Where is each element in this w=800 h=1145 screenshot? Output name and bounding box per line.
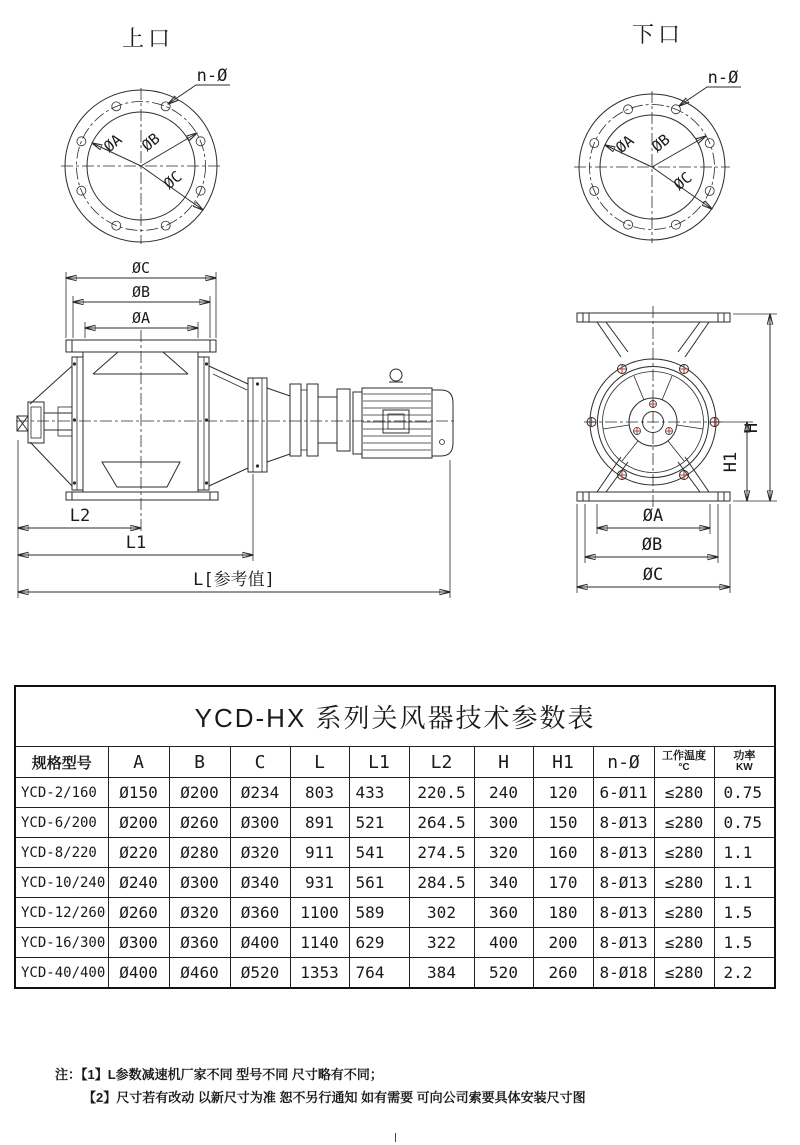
dim-label-c: ØC — [131, 259, 151, 277]
dim-label-c: ØC — [670, 168, 696, 194]
table-cell: 360 — [474, 898, 533, 928]
dim-label-h1: H1 — [721, 451, 741, 473]
table-cell: Ø240 — [108, 868, 169, 898]
col-header-model: 规格型号 — [15, 747, 108, 778]
note-1: 注：【1】L参数减速机厂家不同 型号不同 尺寸略有不同； — [55, 1067, 383, 1082]
col-header-h: H — [474, 747, 533, 778]
dim-label-a: ØA — [642, 506, 664, 526]
table-cell: 120 — [533, 778, 593, 808]
table-cell: 931 — [290, 868, 349, 898]
table-cell: 1100 — [290, 898, 349, 928]
col-header-l: L — [290, 747, 349, 778]
table-cell: 891 — [290, 808, 349, 838]
table-cell: 2.2 — [714, 958, 775, 989]
col-header-power — [714, 747, 775, 778]
col-header-h1: H1 — [533, 747, 593, 778]
table-cell: 260 — [533, 958, 593, 989]
table-cell: Ø200 — [108, 808, 169, 838]
table-row — [15, 778, 775, 808]
table-row — [15, 808, 775, 838]
table-cell: 220.5 — [409, 778, 474, 808]
table-cell-model: YCD-6/200 — [15, 808, 108, 838]
table-cell: 8-Ø13 — [593, 898, 654, 928]
table-cell: 1.5 — [714, 898, 775, 928]
note-2: 【2】尺寸若有改动 以新尺寸为准 恕不另行通知 如有需要 可向公司索要具体安装尺寸图 — [83, 1089, 586, 1105]
table-cell: 180 — [533, 898, 593, 928]
table-cell: ≤280 — [654, 898, 714, 928]
table-cell: Ø320 — [169, 898, 230, 928]
table-row — [15, 898, 775, 928]
table-cell: Ø340 — [230, 868, 290, 898]
dim-label-l: L[参考值] — [193, 570, 275, 590]
dim-label-b: ØB — [648, 130, 674, 156]
table-cell: 400 — [474, 928, 533, 958]
col-header-temp — [654, 747, 714, 778]
table-cell: 1353 — [290, 958, 349, 989]
table-cell: Ø300 — [108, 928, 169, 958]
dim-label-c: ØC — [642, 565, 664, 585]
table-cell: 764 — [349, 958, 409, 989]
table-cell: Ø280 — [169, 838, 230, 868]
table-cell: Ø260 — [108, 898, 169, 928]
top-port-flange-view — [61, 26, 230, 244]
col-header-b: B — [169, 747, 230, 778]
bottom-port-title: 下口 — [631, 22, 685, 47]
table-cell: 8-Ø13 — [593, 928, 654, 958]
table-cell: ≤280 — [654, 928, 714, 958]
table-cell: 433 — [349, 778, 409, 808]
table-cell: 240 — [474, 778, 533, 808]
table-cell: 911 — [290, 838, 349, 868]
table-cell-model: YCD-12/260 — [15, 898, 108, 928]
table-row — [15, 838, 775, 868]
table-cell: 1.1 — [714, 868, 775, 898]
table-cell: 264.5 — [409, 808, 474, 838]
table-cell: ≤280 — [654, 778, 714, 808]
parameter-table — [14, 685, 776, 989]
table-header-row — [15, 747, 775, 778]
table-cell-model: YCD-8/220 — [15, 838, 108, 868]
table-title-row — [15, 686, 775, 747]
table-cell: 8-Ø13 — [593, 868, 654, 898]
table-cell: Ø260 — [169, 808, 230, 838]
table-cell: Ø220 — [108, 838, 169, 868]
side-elevation-view — [16, 259, 456, 598]
table-cell: 1.1 — [714, 838, 775, 868]
col-header-l2: L2 — [409, 747, 474, 778]
dim-label-l1: L1 — [125, 533, 147, 553]
table-cell: 589 — [349, 898, 409, 928]
table-cell: 629 — [349, 928, 409, 958]
table-cell: Ø300 — [169, 868, 230, 898]
table-cell: Ø300 — [230, 808, 290, 838]
table-cell: 160 — [533, 838, 593, 868]
table-row — [15, 928, 775, 958]
table-cell: Ø520 — [230, 958, 290, 989]
table-cell: Ø400 — [108, 958, 169, 989]
dim-label-b: ØB — [641, 535, 663, 555]
col-header-n: n-Ø — [593, 747, 654, 778]
table-cell: 0.75 — [714, 808, 775, 838]
front-view — [577, 306, 777, 593]
table-cell: Ø234 — [230, 778, 290, 808]
table-cell-model: YCD-16/300 — [15, 928, 108, 958]
table-cell: 284.5 — [409, 868, 474, 898]
table-body — [15, 686, 775, 988]
table-cell: Ø200 — [169, 778, 230, 808]
table-cell: 8-Ø18 — [593, 958, 654, 989]
bolt-pattern-label: n-Ø — [196, 66, 228, 86]
table-cell: 170 — [533, 868, 593, 898]
dim-label-l2: L2 — [69, 506, 91, 526]
table-cell: 561 — [349, 868, 409, 898]
dim-label-a: ØA — [131, 309, 151, 327]
dim-label-h: H — [742, 422, 762, 434]
table-cell: 302 — [409, 898, 474, 928]
table-cell: 541 — [349, 838, 409, 868]
col-header-l1: L1 — [349, 747, 409, 778]
table-cell: 274.5 — [409, 838, 474, 868]
dim-label-a: ØA — [100, 130, 126, 156]
top-port-title: 上口 — [121, 26, 175, 51]
table-cell-model: YCD-40/400 — [15, 958, 108, 989]
table-cell: 340 — [474, 868, 533, 898]
temp-header-line1: 工作温度 — [662, 749, 706, 762]
table-cell: 322 — [409, 928, 474, 958]
table-cell: 320 — [474, 838, 533, 868]
table-cell: Ø320 — [230, 838, 290, 868]
bottom-port-flange-view — [574, 22, 741, 243]
table-cell: 200 — [533, 928, 593, 958]
table-cell: Ø150 — [108, 778, 169, 808]
table-row — [15, 868, 775, 898]
table-cell: 8-Ø13 — [593, 838, 654, 868]
table-cell: Ø360 — [169, 928, 230, 958]
table-cell-model: YCD-10/240 — [15, 868, 108, 898]
table-row — [15, 958, 775, 989]
col-header-c: C — [230, 747, 290, 778]
table-cell: Ø400 — [230, 928, 290, 958]
table-cell: 521 — [349, 808, 409, 838]
col-header-a: A — [108, 747, 169, 778]
table-cell: 8-Ø13 — [593, 808, 654, 838]
table-cell: 300 — [474, 808, 533, 838]
page-mark — [395, 1133, 396, 1142]
dim-label-b: ØB — [131, 283, 151, 301]
table-cell: ≤280 — [654, 838, 714, 868]
table-title: YCD-HX 系列关风器技术参数表 — [15, 686, 775, 747]
table-cell: ≤280 — [654, 868, 714, 898]
table-cell: 0.75 — [714, 778, 775, 808]
table-cell: 1140 — [290, 928, 349, 958]
notes — [55, 1064, 615, 1110]
bolt-pattern-label: n-Ø — [707, 68, 739, 88]
dim-label-c: ØC — [160, 167, 186, 193]
table-cell: 150 — [533, 808, 593, 838]
parameter-table-section — [14, 685, 776, 989]
table-cell: ≤280 — [654, 958, 714, 989]
dim-label-b: ØB — [138, 129, 164, 155]
table-cell: 803 — [290, 778, 349, 808]
power-header-line2: KW — [735, 761, 753, 773]
power-header-line1: 功率 — [733, 749, 756, 762]
table-cell: 384 — [409, 958, 474, 989]
table-cell: Ø460 — [169, 958, 230, 989]
table-cell-model: YCD-2/160 — [15, 778, 108, 808]
table-cell: 1.5 — [714, 928, 775, 958]
table-cell: ≤280 — [654, 808, 714, 838]
dim-label-a: ØA — [612, 131, 638, 157]
table-cell: 6-Ø11 — [593, 778, 654, 808]
temp-header-line2: °C — [678, 761, 690, 773]
table-cell: 520 — [474, 958, 533, 989]
table-cell: Ø360 — [230, 898, 290, 928]
